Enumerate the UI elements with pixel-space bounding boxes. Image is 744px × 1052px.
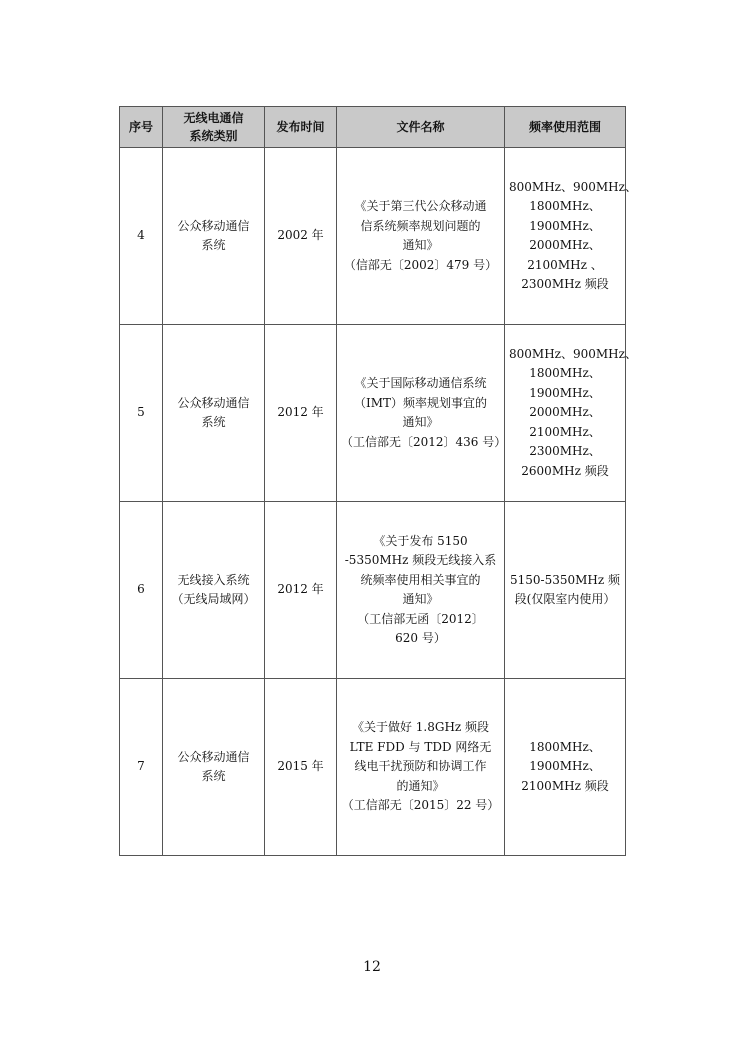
header-document-name: 文件名称	[337, 107, 505, 148]
cell-serial-no: 7	[120, 679, 163, 856]
cell-system-category: 无线接入系统 （无线局域网）	[163, 502, 265, 679]
header-frequency-range: 频率使用范围	[505, 107, 626, 148]
table-row	[120, 679, 626, 856]
cell-system-category: 公众移动通信 系统	[163, 679, 265, 856]
frequency-allocation-table	[119, 106, 637, 856]
cell-frequency-range: 800MHz、900MHz、 1800MHz、 1900MHz、 2000MHz、 2100MHz 、 2300MHz 频段	[505, 148, 626, 325]
cell-frequency-range: 5150-5350MHz 频 段(仅限室内使用）	[505, 502, 626, 679]
cell-serial-no: 4	[120, 148, 163, 325]
cell-system-category: 公众移动通信 系统	[163, 325, 265, 502]
cell-document-name: 《关于第三代公众移动通 信系统频率规划问题的 通知》 （信部无〔2002〕479 号）	[337, 148, 505, 325]
table-header-row	[120, 107, 626, 148]
table-row	[120, 148, 626, 325]
table-row	[120, 502, 626, 679]
header-release-date: 发布时间	[265, 107, 337, 148]
table-row	[120, 325, 626, 502]
cell-frequency-range: 800MHz、900MHz、 1800MHz、 1900MHz、 2000MHz、 2100MHz、 2300MHz、 2600MHz 频段	[505, 325, 626, 502]
cell-frequency-range: 1800MHz、 1900MHz、 2100MHz 频段	[505, 679, 626, 856]
cell-document-name: 《关于国际移动通信系统 （IMT）频率规划事宜的 通知》 （工信部无〔2012〕436 号）	[337, 325, 505, 502]
cell-serial-no: 5	[120, 325, 163, 502]
cell-release-date: 2012 年	[265, 325, 337, 502]
cell-release-date: 2002 年	[265, 148, 337, 325]
cell-release-date: 2012 年	[265, 502, 337, 679]
page-number: 12	[363, 959, 381, 975]
cell-release-date: 2015 年	[265, 679, 337, 856]
cell-serial-no: 6	[120, 502, 163, 679]
cell-document-name: 《关于发布 5150 -5350MHz 频段无线接入系 统频率使用相关事宜的 通知》 （工信部无函〔2012〕 620 号）	[337, 502, 505, 679]
header-system-category: 无线电通信 系统类别	[163, 107, 265, 148]
cell-system-category: 公众移动通信 系统	[163, 148, 265, 325]
cell-document-name: 《关于做好 1.8GHz 频段 LTE FDD 与 TDD 网络无 线电干扰预防和协调工作 的通知》 （工信部无〔2015〕22 号）	[337, 679, 505, 856]
header-serial-no: 序号	[120, 107, 163, 148]
